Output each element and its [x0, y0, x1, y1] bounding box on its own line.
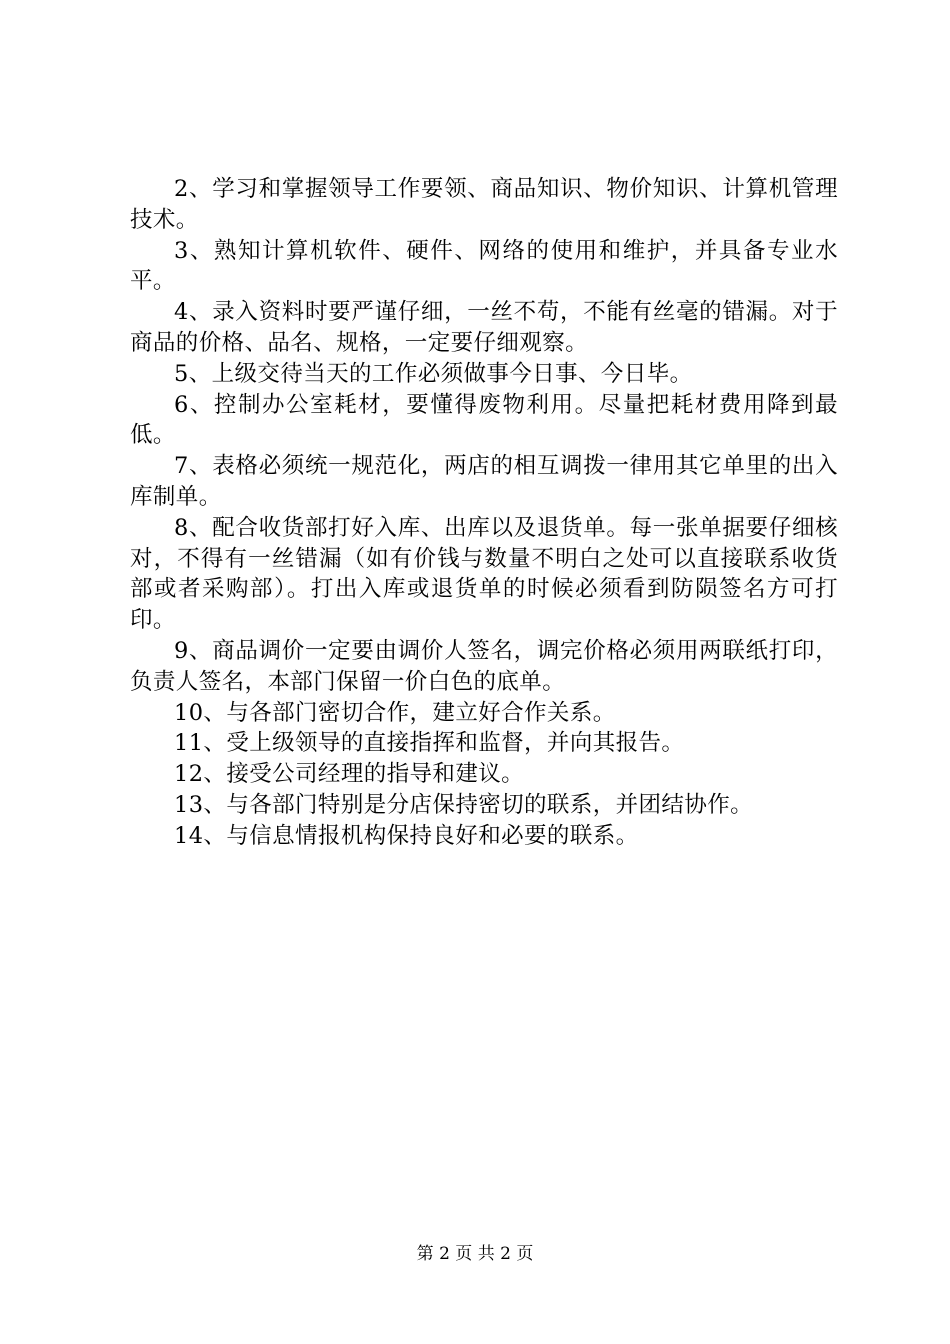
paragraph-item-9: 9、商品调价一定要由调价人签名，调完价格必须用两联纸打印，负责人签名，本部门保留一价白色的底单。	[130, 637, 838, 695]
paragraph-item-3: 3、熟知计算机软件、硬件、网络的使用和维护，并具备专业水平。	[130, 237, 838, 295]
paragraph-item-4: 4、录入资料时要严谨仔细，一丝不苟，不能有丝毫的错漏。对于商品的价格、品名、规格，一定要仔细观察。	[130, 299, 838, 356]
paragraph-item-5: 5、上级交待当天的工作必须做事今日事、今日毕。	[174, 360, 693, 387]
page-number-footer: 第 2 页 共 2 页	[416, 1244, 534, 1264]
paragraph-item-13: 13、与各部门特别是分店保持密切的联系，并团结协作。	[174, 791, 754, 818]
paragraph-item-14: 14、与信息情报机构保持良好和必要的联系。	[174, 822, 639, 849]
paragraph-item-8: 8、配合收货部打好入库、出库以及退货单。每一张单据要仔细核对，不得有一丝错漏（如有价钱与数量不明白之处可以直接联系收货部或者采购部）。打出入库或退货单的时候必须看到防陨签名方可打印。	[130, 514, 838, 634]
paragraph-item-6: 6、控制办公室耗材，要懂得废物利用。尽量把耗材费用降到最低。	[130, 391, 838, 449]
paragraph-item-11: 11、受上级领导的直接指挥和监督，并向其报告。	[174, 730, 685, 757]
paragraph-item-2: 2、学习和掌握领导工作要领、商品知识、物价知识、计算机管理技术。	[130, 176, 838, 233]
paragraph-item-10: 10、与各部门密切合作，建立好合作关系。	[174, 699, 616, 726]
document-body	[130, 174, 838, 852]
paragraph-item-12: 12、接受公司经理的指导和建议。	[174, 761, 525, 788]
paragraph-item-7: 7、表格必须统一规范化，两店的相互调拨一律用其它单里的出入库制单。	[130, 453, 838, 510]
